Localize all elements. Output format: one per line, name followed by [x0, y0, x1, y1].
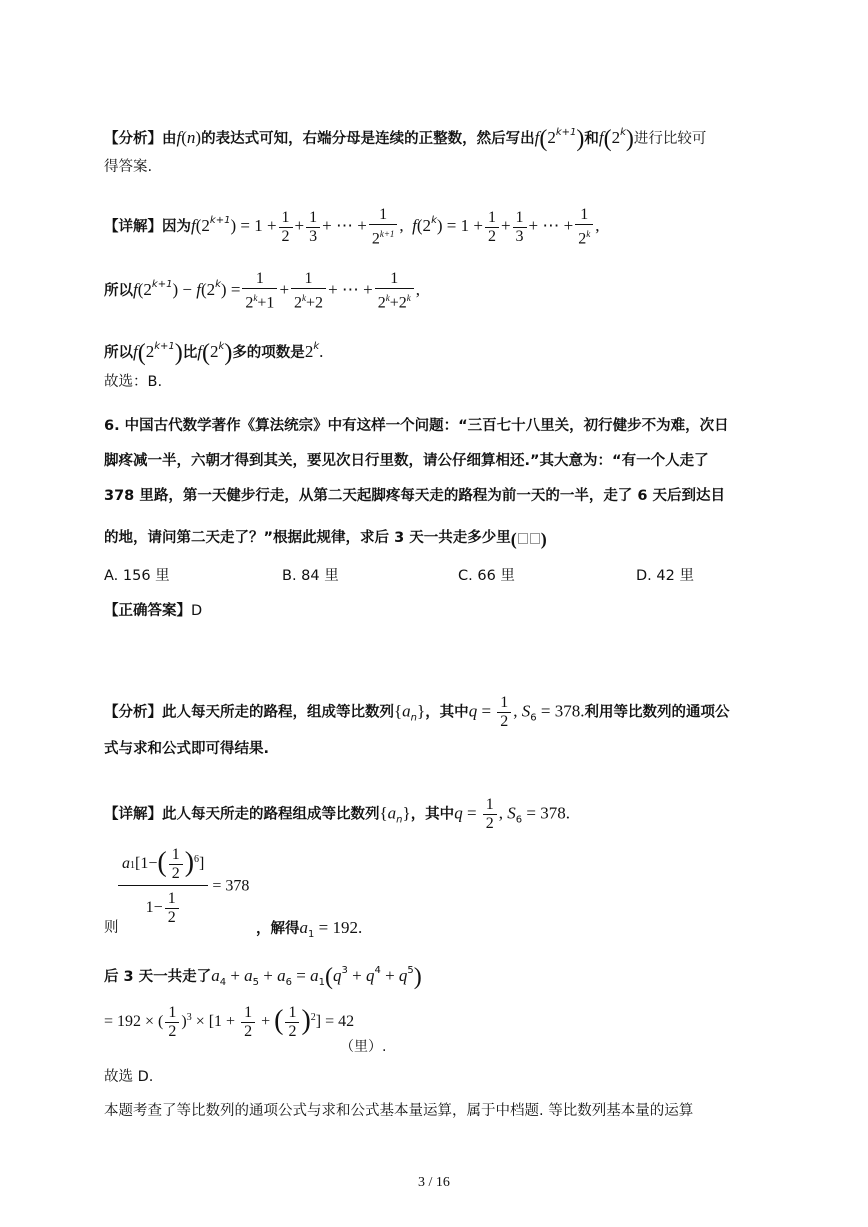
- result-formula: = 192 × ( $\frac{1}{2}$ )$^3$ × [1 + $\frac{1}{2}$ + ( $\frac{1}{2}$ )$^2$] = 42: [104, 1004, 355, 1040]
- page-number: 3 / 16: [418, 1175, 450, 1190]
- detail2-comment: 本题考查了等比数列的通项公式与求和公式基本量运算，属于中档题. 等比数列基本量的运算: [104, 1103, 694, 1119]
- detail2-line1: 【详解】此人每天所走的路程组成等比数列$\{a_n\}$，其中q = $\frac{1}{2}$ , $S_6 = 378$.: [104, 796, 570, 832]
- f-2k1-expr: f: [534, 128, 540, 147]
- option-a[interactable]: A. 156 里: [104, 568, 170, 584]
- option-b[interactable]: B. 84 里: [282, 568, 339, 584]
- detail2-solve: ，解得$a_1 = 192$.: [256, 918, 363, 940]
- q6-line1: 6. 中国古代数学著作《算法统宗》中有这样一个问题：“三百七十八里关，初行健步不为难，次日: [104, 418, 729, 434]
- option-c[interactable]: C. 66 里: [458, 568, 515, 584]
- f-n-expr: f: [176, 128, 182, 147]
- detail2-unit: （里）.: [340, 1039, 387, 1055]
- sum-formula: a1[1−( $\frac{1}{2}$ )$^6$] 1− $\frac{1}{2}$ = 378: [118, 846, 249, 927]
- detail2-last3: 后 3 天一共走了$a_4 + a_5 + a_6 = a_1(q^3 + q^4 + q^5)$: [104, 964, 422, 990]
- detail1-line3: 所以$f(2^{k+1})$比f(2$^k$)多的项数是2$^k$.: [104, 340, 324, 366]
- analysis2-line1: 【分析】此人每天所走的路程，组成等比数列$\{a_n\}$，其中q = $\frac{1}{2}$ , $S_6 = 378$.利用等比数列的通项公: [104, 694, 730, 730]
- detail1-line2: 所以$f(2^{k+1}) - f(2^k)$ = $\frac{1}{2^k+1}$ + $\frac{1}{2^k+2}$ + ⋯ + $\frac{1}{2^k+2^k}$ ,: [104, 270, 421, 312]
- detail2-choice: 故选 D.: [104, 1069, 154, 1085]
- detail1-choice: 故选：B.: [104, 374, 163, 390]
- analysis1-line2: 得答案.: [104, 159, 153, 175]
- answer-value: D: [191, 603, 203, 619]
- q6-line4: 的地，请问第二天走了？”根据此规律，求后 3 天一共走多少里( ): [104, 529, 547, 549]
- option-d[interactable]: D. 42 里: [636, 568, 694, 584]
- analysis1-line1: 【分析】由f(n)的表达式可知，右端分母是连续的正整数，然后写出$f(2^{k+1})$和f(2$^k$)进行比较可: [104, 126, 707, 152]
- answer-line: 【正确答案】D: [104, 603, 203, 619]
- q6-line3: 378 里路，第一天健步行走，从第二天起脚疼每天走的路程为前一天的一半，走了 6 天后到达目: [104, 488, 725, 504]
- analysis2-line2: 式与求和公式即可得结果.: [104, 741, 270, 757]
- q6-line2: 脚疼减一半，六朝才得到其关，要见次日行里数，请公仔细算相还.”其大意为：“有一个人走了: [104, 453, 709, 469]
- detail2-then: 则: [104, 920, 119, 936]
- analysis-tag: 【分析】: [104, 131, 162, 147]
- detail1-line1: 【详解】因为$f(2^{k+1}) = 1$ + $\frac{1}{2}$ + $\frac{1}{3}$ + ⋯ + $\frac{1}{2^{k+1}}$ , $f(2^k) = 1$ + $\frac{1}{2}$ + $\frac{1}{3}$ + ⋯ + $\frac{1}{2^k}$ ,: [104, 206, 600, 248]
